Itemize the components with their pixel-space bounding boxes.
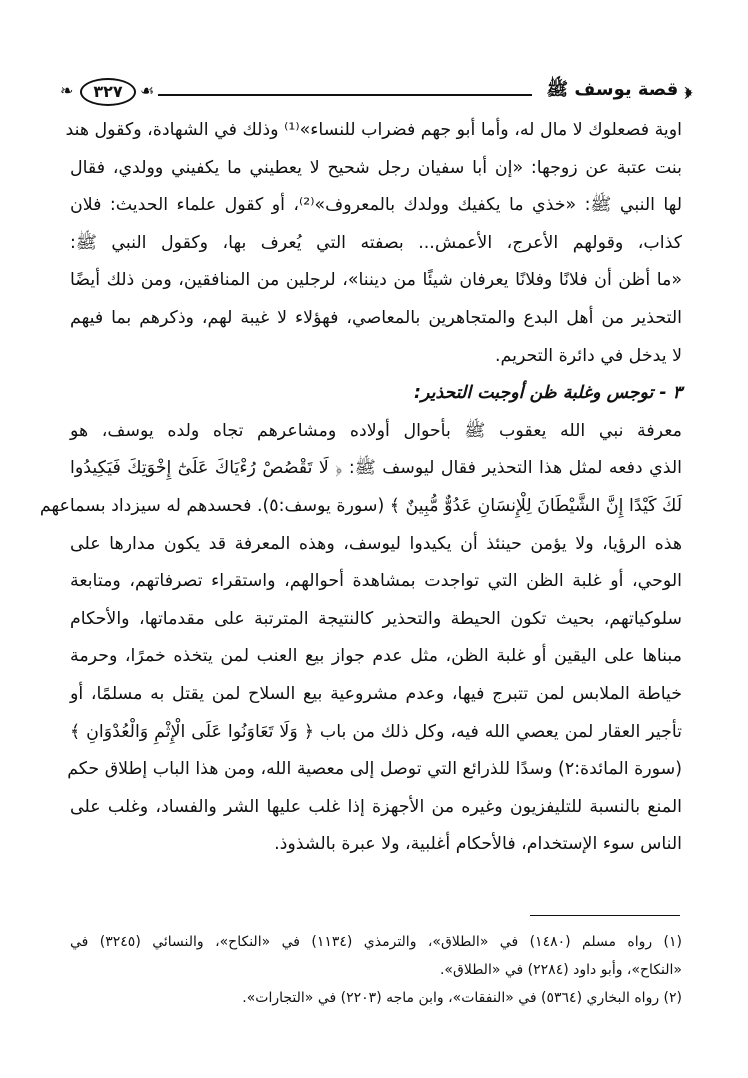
page-number-ornament — [58, 76, 160, 110]
text-line: (سورة المائدة:٢) وسدًا للذرائع التي توصل إلى معصية الله، ومن هذا الباب إطلاق حكم — [67, 759, 682, 780]
text-line: معرفة نبي الله يعقوب ﷺ بأحوال أولاده ومشاعرهم تجاه ولده يوسف، هو — [70, 420, 682, 441]
text-line: التحذير من أهل البدع والمتجاهرين بالمعاصي، فهؤلاء لا غيبة لهم، وذكرهم بما فيهم — [70, 307, 682, 328]
floral-ornament-icon: ❧ — [60, 81, 74, 100]
footnote-line: (١) رواه مسلم (١٤٨٠) في «الطلاق»، والترمذي (١١٣٤) في «النكاح»، والنسائي (٣٢٤٥) في — [70, 934, 682, 950]
text-line: بنت عتبة عن زوجها: «إن أبا سفيان رجل شحيح لا يعطيني ما يكفيني وولدي، فقال — [70, 157, 682, 178]
text-line: خياطة الملابس لمن تتبرج فيها، وعدم مشروعية بيع السلاح لمن يقتل به مسلمًا، أو — [70, 683, 682, 704]
running-title: ﴿ قصة يوسف ﷺ — [546, 79, 692, 100]
text-line: سلوكياتهم، بحيث تكون الحيطة والتحذير كالنتيجة المترتبة على مقدماتها، والأحكام — [70, 608, 682, 629]
text-line: «ما أظن أن فلانًا وفلانًا يعرفان شيئًا من ديننا»، لرجلين من المنافقين، ومن ذلك أيضًا — [70, 270, 682, 291]
text-line: تأجير العقار لمن يعصي الله فيه، وكل ذلك من باب ﴿ وَلَا تَعَاوَنُوا عَلَى الْإِثْمِ وَالْعُدْوَانِ ﴾ — [70, 721, 682, 742]
main-text — [39, 112, 682, 864]
text-line: مبناها على اليقين أو غلبة الظن، مثل عدم جواز بيع العنب لمن يتخذه خمرًا، وحرمة — [70, 646, 682, 667]
footnote-rule — [530, 915, 680, 916]
text-line: لَكَ كَيْدًا إِنَّ الشَّيْطَانَ لِلْإِنسَانِ عَدُوٌّ مُّبِينٌ ﴾ (سورة يوسف:٥). فحسدهم له سيزداد بسماعهم — [39, 495, 682, 516]
text-line: الناس سوء الإستخدام، فالأحكام أغلبية، ولا عبرة بالشذوذ. — [274, 834, 682, 855]
page-header — [58, 72, 692, 112]
text-line: لها النبي ﷺ: «خذي ما يكفيك وولدك بالمعروف»⁽²⁾، أو كقول علماء الحديث: فلان — [70, 195, 682, 216]
floral-ornament-icon: ☙ — [140, 81, 155, 100]
text-line: الوحي، أو غلبة الظن التي تواجدت بمشاهدة أحوالهم، واستقراء تصرفاتهم، ومتابعة — [70, 571, 682, 592]
text-line: لا يدخل في دائرة التحريم. — [495, 345, 682, 366]
text-line: هذه الرؤيا، ولا يؤمن حينئذ أن يكيدوا ليوسف، وهذه المعرفة قد يكون مدارها على — [70, 533, 682, 554]
footnote-line: (٢) رواه البخاري (٥٣٦٤) في «النفقات»، وابن ماجه (٢٢٠٣) في «التجارات». — [242, 990, 682, 1006]
header-rule — [158, 94, 532, 96]
page-number: ٣٢٧ — [93, 82, 123, 101]
section-heading: ٣ - توجس وغلبة ظن أوجبت التحذير: — [414, 383, 682, 404]
footnotes — [70, 928, 682, 1012]
text-line: المنع بالنسبة للتليفزيون وغيره من الأجهزة إذا غلب عليها الشر والفساد، وغلب على — [70, 796, 682, 817]
text-line: كذاب، وقولهم الأعرج، الأعمش... بصفته التي يُعرف بها، وكقول النبي ﷺ: — [70, 232, 682, 253]
text-line: اوية فصعلوك لا مال له، وأما أبو جهم فضراب للنساء»⁽¹⁾ وذلك في الشهادة، وكقول هند — [65, 120, 682, 140]
footnote-line: «النكاح»، وأبو داود (٢٢٨٤) في «الطلاق». — [439, 962, 682, 978]
text-line: الذي دفعه لمثل هذا التحذير فقال ليوسف ﷺ: ﴿ لَا تَقْصُصْ رُءْيَاكَ عَلَىٰٓ إِخْوَتِكَ فَيَكِيدُوا — [70, 458, 682, 479]
